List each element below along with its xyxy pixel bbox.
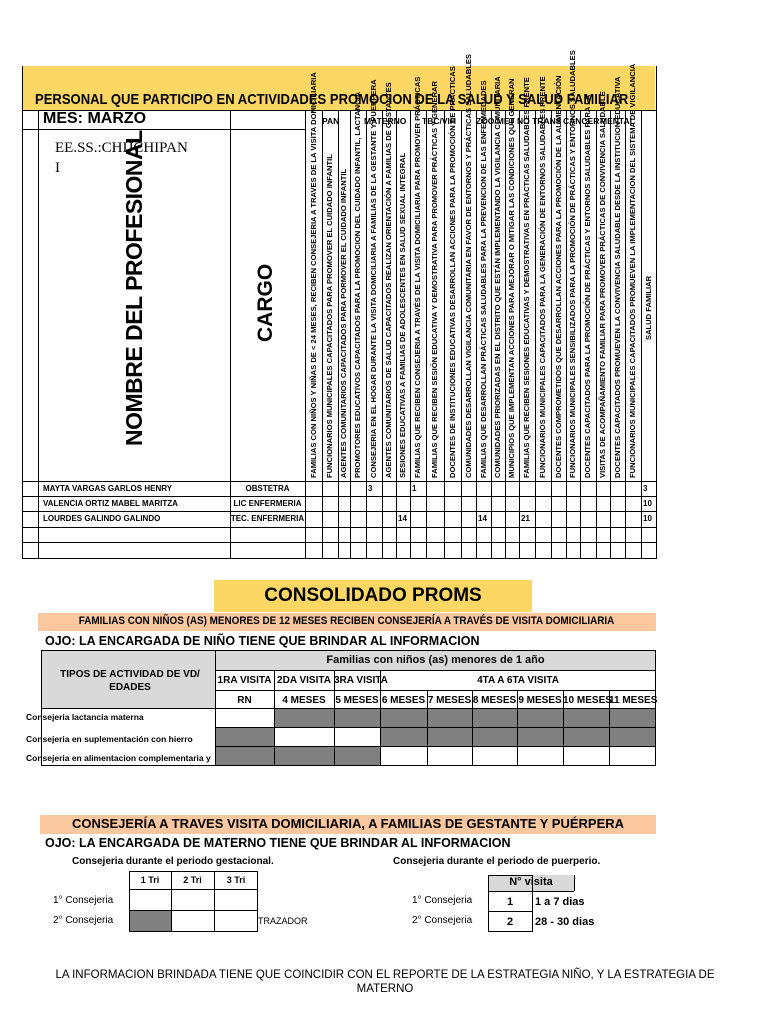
trimester-header: 3 Tri xyxy=(226,875,246,885)
footer-note: LA INFORMACION BRINDADA TIENE QUE COINCIDIR CON EL REPORTE DE LA ESTRATEGIA NIÑO, Y LA ESTRATEGIA DE MATERNO xyxy=(55,969,715,995)
materno-band-text: CONSEJERÍA A TRAVES VISITA DOMICILIARIA, A FAMILIAS DE GESTANTE Y PUÉRPERA xyxy=(71,816,625,831)
activity-header: SESIONES EDUCATIVAS A FAMILIAS DE ADOLESCENTES EN SALUD SEXUAL INTEGRAL xyxy=(398,152,407,478)
staff-name: MAYTA VARGAS GARLOS HENRY xyxy=(43,484,173,493)
consejeria-label: 1° Consejeria xyxy=(412,895,473,906)
ninos-note: OJO: LA ENCARGADA DE NIÑO TIENE QUE BRINDAR AL INFORMACION xyxy=(45,634,480,648)
activity-header: FAMILIAS QUE RECIBEN CONSEJERIA A TRAVÉS DE LA VISITA DOMICILIARIA PARA PROMOVER PRÁCTICAS xyxy=(413,76,422,478)
age-header: 8 MESES xyxy=(472,695,517,706)
activity-header: FAMILIAS QUE RECIBEN SESIÓN EDUCATIVA Y DEMOSTRATIVA PARA PROMOVER PRÁCTICAS Y GENERAR xyxy=(430,80,439,478)
activity-header: AGENTES COMUNITARIOS DE SALUD CAPACITADOS REALIZAN ORIENTACIÓN A FAMILIAS DE GESTANTES xyxy=(384,82,393,478)
visit-header: 4TA A 6TA VISITA xyxy=(477,675,559,686)
activity-header: PROMOTORES EDUCATIVOS CAPACITADOS PARA LA PROMOCION DEL CUIDADO INFANTIL, LACTANCIA xyxy=(353,91,362,478)
activity-header: FUNCIONARIOS MUNICIPALES SENSIBILIZADOS PARA LA PROMOCIÓN DE PRÁCTICAS Y ENTORNOS SALUDABLES xyxy=(568,50,577,478)
activity-header: FAMILIAS QUE DESARROLLAN PRÁCTICAS SALUDABLES PARA LA PREVENCION DE LAS ENFERMEDADES xyxy=(478,80,488,478)
name-header: NOMBRE DEL PROFESIONAL xyxy=(121,130,147,446)
age-header: RN xyxy=(237,695,252,706)
activity-header: VISITAS DE ACOMPAÑAMIENTO FAMILIAR PARA PROMOVER PRÁCTICAS DE CONVIVENCIA SALUDABLE xyxy=(598,91,607,478)
activity-count: 10 xyxy=(643,499,652,508)
visit-day-range: 1 a 7 dias xyxy=(535,896,585,908)
cargo-header: CARGO xyxy=(254,263,277,342)
consejeria-label: 1° Consejeria xyxy=(53,895,114,906)
consolidado-title: CONSOLIDADO PROMS xyxy=(264,585,482,606)
consejeria-label: 2° Consejeria xyxy=(53,915,114,926)
consejeria-label: 2° Consejeria xyxy=(412,915,473,926)
trimester-header: 2 Tri xyxy=(183,875,202,885)
trimester-header: 1 Tri xyxy=(140,875,160,885)
program-group-label: MATERNO xyxy=(364,116,407,126)
staff-cargo: TEC. ENFERMERIA xyxy=(230,514,305,523)
staff-name: VALENCIA ORTIZ MABEL MARITZA xyxy=(43,499,178,508)
activity-header: COMUNIDADES PRIORIZADAS EN EL DISTRITO QUE ESTÁN IMPLEMENTANDO LA VIGILANCIA COMUNITARIA xyxy=(493,76,502,478)
activity-header: CONSEJERIA EN EL HOGAR DURANTE LA VISITA DOMICILIARIA A FAMILIAS DE LA GESTANTE Y PUERPERA xyxy=(369,79,378,478)
page-title: PERSONAL QUE PARTICIPO EN ACTIVIDADES PROMOCION DE LA SALUD Y SALUD FAMILIAR xyxy=(35,91,629,108)
age-header: 5 MESES xyxy=(335,695,379,706)
staff-cargo: LIC ENFERMERIA xyxy=(233,499,302,508)
activity-count: 3 xyxy=(643,484,648,493)
activity-header: MUNICIPIOS QUE IMPLEMENTAN ACCIONES PARA MEJORAR O MITIGAR LAS CONDICIONES QUE GENERAN xyxy=(507,78,516,478)
gestational-title: Consejeria durante el periodo gestacional. xyxy=(72,856,274,867)
counsel-row-label: Consejeria en alimentacion complementaria y xyxy=(26,753,211,763)
visit-header: 2DA VISITA xyxy=(277,675,331,686)
activity-header: SALUD FAMILIAR xyxy=(644,275,653,340)
staff-cargo: OBSTETRA xyxy=(245,484,290,493)
activity-header: FAMILIAS CON NIÑOS Y NIÑAS DE < 24 MESES, RECIBEN CONSEJERIA A TRAVES DE LA VISITA DOMICILIARIA xyxy=(308,72,318,478)
establishment-line1: EE.SS.:CHIJCHIPAN xyxy=(55,140,188,156)
program-group-label: CANCER xyxy=(563,116,600,126)
ninos-band-text: FAMILIAS CON NIÑOS (AS) MENORES DE 12 MESES RECIBEN CONSEJERÍA A TRAVÉS DE VISITA DOMICILIARIA xyxy=(79,615,615,627)
activity-count: 14 xyxy=(398,514,407,523)
visit-header: 3RA VISITA xyxy=(334,675,388,686)
activity-header: DOCENTES COMPROMETIDOS QUE DESARROLLAN ACCIONES PARA LA PROMOCIÓN DE LA ALIMENTACIÓN xyxy=(553,75,563,478)
materno-note: OJO: LA ENCARGADA DE MATERNO TIENE QUE BRINDAR AL INFORMACION xyxy=(45,836,511,850)
month-label: MES: MARZO xyxy=(43,110,147,127)
age-header: 11 MESES xyxy=(609,695,658,706)
activity-header: FUNCIONARIOS MUNICIPALES CAPACITADOS PARA PROMOVER EL CUIDADO INFANTIL xyxy=(325,154,334,478)
establishment-line2: I xyxy=(55,160,60,176)
activity-header: FAMILIAS QUE RECIBEN SESIONES EDUCATIVAS Y DEMOSTRATIVAS EN PRÁCTICAS SALUDABLES FRENTE xyxy=(522,77,531,478)
program-group-label: PAN xyxy=(322,116,340,126)
age-header: 7 MESES xyxy=(427,695,472,706)
visit-number: 2 xyxy=(506,916,514,928)
age-header: 4 MESES xyxy=(282,695,326,706)
counsel-row-label: Consejeria en suplementación con hierro xyxy=(26,734,193,744)
activity-count: 1 xyxy=(412,484,417,493)
visit-header: 1RA VISITA xyxy=(217,675,272,686)
activity-count: 21 xyxy=(521,514,530,523)
puerperio-title: Consejeria durante el periodo de puerperio. xyxy=(393,856,601,867)
familias-header: Familias con niños (as) menores de 1 año xyxy=(326,654,545,666)
activity-header: DOCENTES CAPACITADOS PARA LA PROMOCIÓN DE PRÁCTICAS Y ENTORNOS SALUDABLES PARA LA xyxy=(583,94,592,478)
activity-header: FUNCIONARIOS MUNICIPALES CAPACITADOS PROMUEVEN LA IMPLEMENTACION DEL SISTEMA DE VIGILANCIA xyxy=(628,63,637,478)
activity-header: DOCENTES DE INSTITUCIONES EDUCATIVAS DESARROLLAN ACCIONES PARA LA PROMOCIÓN DE PRÁCTICAS xyxy=(447,66,457,478)
counsel-row-label: Consejeria lactancia materna xyxy=(26,712,144,722)
visit-day-range: 28 - 30 dias xyxy=(535,916,595,928)
program-group-label: NO TRANS xyxy=(517,116,562,126)
age-header: 9 MESES xyxy=(518,695,562,706)
activity-count: 3 xyxy=(368,484,373,493)
program-group-label: MENTAL xyxy=(600,116,635,126)
visit-number: 1 xyxy=(506,896,514,908)
activity-header: COMUNIDADES DESARROLLAN VIGILANCIA COMUNITARIA EN FAVOR DE ENTORNOS Y PRÁCTICAS SALUDABLES xyxy=(463,53,473,478)
n-visita-header: N° visita xyxy=(509,876,553,888)
age-header: 10 MESES xyxy=(563,695,612,706)
trazador-label: TRAZADOR xyxy=(258,916,308,926)
activity-header: AGENTES COMUNITARIOS CAPACITADOS PARA PORMOVER EL CUIDADO INFANTIL xyxy=(339,168,348,478)
activity-header: FUNCIONARIOS MUNICIPALES CAPACITADOS PARA LA GENERACIÓN DE ENTORNOS SALUDABLES FRENTE xyxy=(538,76,547,478)
program-group-label: TBC/VIH xyxy=(422,116,456,126)
age-header: 6 MESES xyxy=(381,695,426,706)
staff-name: LOURDES GALINDO GALINDO xyxy=(43,514,161,523)
program-group-label: ZOO/MET xyxy=(476,116,515,126)
tipos-header: TIPOS DE ACTIVIDAD DE VD/ EDADES xyxy=(60,669,200,693)
activity-count: 14 xyxy=(478,514,487,523)
activity-header: DOCENTES CAPACITADOS PROMUEVEN LA CONVIVENCIA SALUDABLE DESDE LA INSTITUCION EDUCATIVA xyxy=(612,76,622,478)
activity-count: 10 xyxy=(643,514,652,523)
